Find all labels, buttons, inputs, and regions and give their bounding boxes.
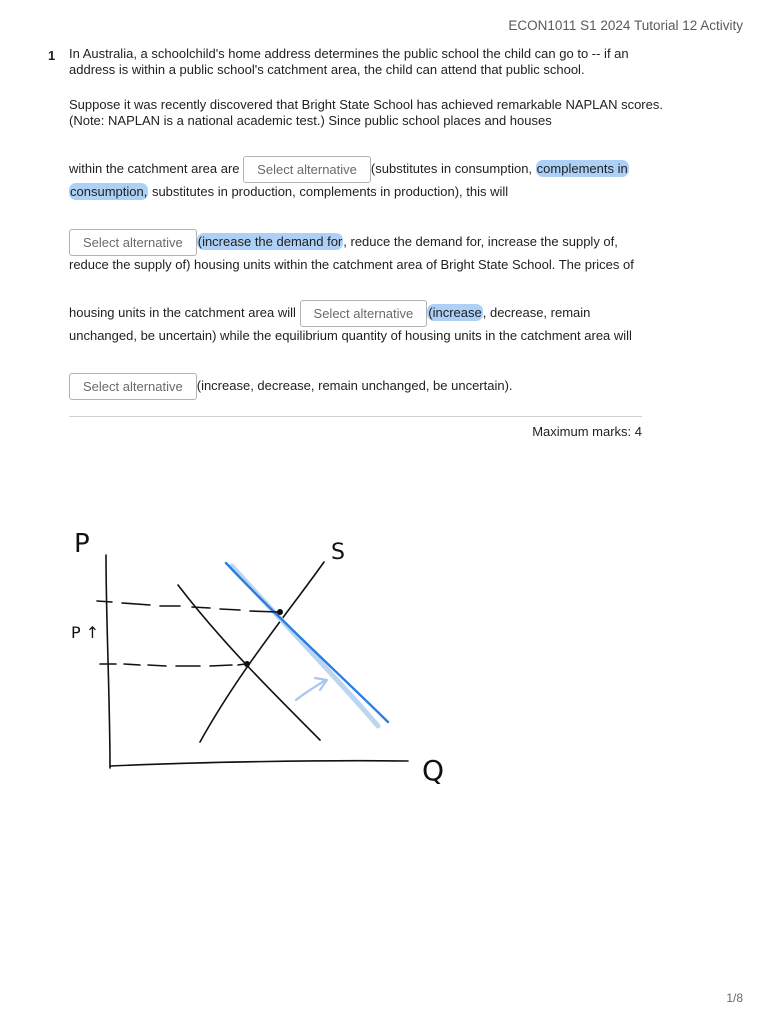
blank1-options-rest: substitutes in production, complements in production), this will xyxy=(151,184,509,199)
question-setup: Suppose it was recently discovered that Bright State School has achieved remarkable NAPLAN scores. (Note: NAPLAN is a national academic test.) Since public school places and houses xyxy=(69,97,663,128)
price-line-old xyxy=(100,664,245,666)
shift-arrow-icon xyxy=(296,678,327,700)
blank1-highlight-a: complements in xyxy=(536,160,628,176)
blank4-options: (increase, decrease, remain unchanged, be uncertain). xyxy=(196,377,513,393)
blank2-select[interactable]: Select alternative xyxy=(69,229,197,256)
blank1-highlight-b: consumption, xyxy=(70,184,148,199)
p-axis-label: P xyxy=(74,529,90,559)
q-axis-label: Q xyxy=(422,754,445,787)
supply-curve xyxy=(200,562,324,742)
blank2-line2: reduce the supply of) housing units within the catchment area of Bright State School. The prices of xyxy=(69,257,634,272)
blank3-select[interactable]: Select alternative xyxy=(300,300,428,327)
blank3-line2: unchanged, be uncertain) while the equilibrium quantity of housing units in the catchment area will xyxy=(69,328,632,343)
supply-label: S xyxy=(331,540,345,565)
demand-curve-shifted xyxy=(226,563,388,722)
maximum-marks: Maximum marks: 4 xyxy=(532,424,642,439)
price-change-label: P ↑ xyxy=(71,623,100,642)
blank2-options-rest: , reduce the demand for, increase the supply of, xyxy=(343,233,618,249)
blank1-select[interactable]: Select alternative xyxy=(243,156,371,183)
blank3-options-rest: , decrease, remain xyxy=(482,304,591,320)
blank3-highlight: (increase xyxy=(428,304,482,320)
blank1-options-open: (substitutes in consumption, xyxy=(370,160,533,176)
blank4-select[interactable]: Select alternative xyxy=(69,373,197,400)
page-header-title: ECON1011 S1 2024 Tutorial 12 Activity xyxy=(508,18,743,33)
y-axis xyxy=(106,555,110,768)
price-line-new xyxy=(97,601,278,612)
blank3-prefix: housing units in the catchment area will xyxy=(69,304,296,320)
x-axis xyxy=(110,761,408,766)
question-intro: In Australia, a schoolchild's home address determines the public school the child can go to -- if an address is within a public school's catchment area, the child can attend that public school. xyxy=(69,46,629,77)
blank2-highlight: (increase the demand for xyxy=(197,233,343,249)
blank1-prefix: within the catchment area are xyxy=(69,160,240,176)
page-number: 1/8 xyxy=(726,991,743,1005)
question-number: 1 xyxy=(48,48,56,63)
